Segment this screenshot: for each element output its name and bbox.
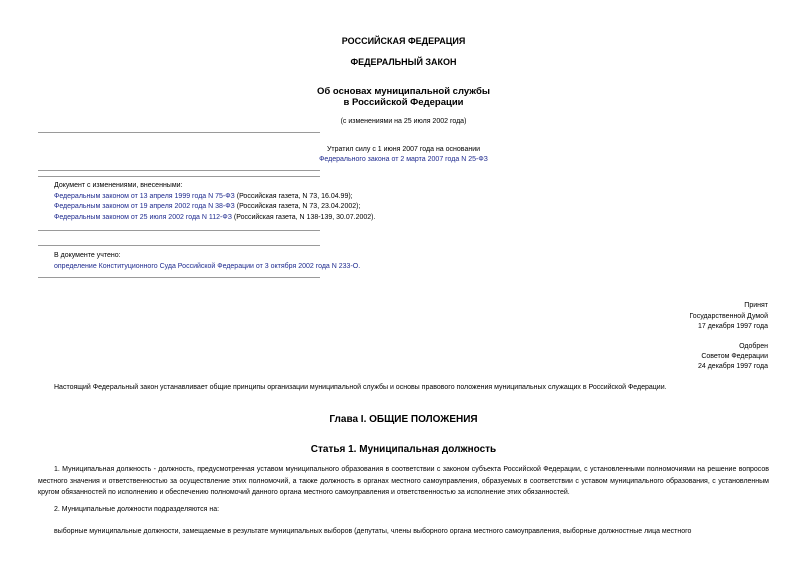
approved-date: 24 декабря 1997 года [697, 363, 768, 370]
divider [38, 170, 320, 171]
intro-paragraph: Настоящий Федеральный закон устанавливает общие принципы организации муниципальной службы и основы правового положения муниципальных служащих в Российской Федерации. [54, 384, 667, 391]
article-title: Статья 1. Муниципальная должность [310, 444, 497, 455]
article-paragraph-2: 2. Муниципальные должности подразделяются на: [54, 506, 220, 513]
approved-label: Одобрен [739, 343, 768, 350]
lost-force-link[interactable]: Федерального закона от 2 марта 2007 года N 25-ФЗ [319, 156, 488, 163]
divider [38, 245, 320, 246]
considered-heading: В документе учтено: [54, 252, 121, 259]
considered-link[interactable]: определение Конституционного Суда Российской Федерации от 3 октября 2002 года N 233-О. [54, 263, 361, 270]
law-title-line2: в Российской Федерации [343, 97, 464, 108]
amendment-item [54, 214, 375, 221]
amendments-heading: Документ с изменениями, внесенными: [54, 182, 183, 189]
divider [38, 132, 320, 133]
amendment-link[interactable]: Федеральным законом от 25 июля 2002 года N 112-ФЗ [54, 214, 232, 221]
accepted-by: Государственной Думой [689, 313, 768, 320]
accepted-date: 17 декабря 1997 года [697, 323, 768, 330]
amendment-item [54, 193, 353, 200]
divider [38, 176, 320, 177]
divider [38, 277, 320, 278]
article-paragraph-3: выборные муниципальные должности, замещаемые в результате муниципальных выборов (депутаты, члены выборного органа местного самоуправления, выборные должностные лица местного [54, 528, 692, 535]
divider [38, 230, 320, 231]
doc-type-heading: ФЕДЕРАЛЬНЫЙ ЗАКОН [350, 57, 457, 67]
law-title-line1: Об основах муниципальной службы [317, 86, 490, 97]
amendment-link[interactable]: Федеральным законом от 13 апреля 1999 года N 75-ФЗ [54, 193, 235, 200]
amendment-source: (Российская газета, N 73, 16.04.99); [234, 193, 353, 200]
amendment-source: (Российская газета, N 138-139, 30.07.2002). [231, 214, 376, 221]
approved-by: Советом Федерации [701, 353, 768, 360]
amendment-source: (Российская газета, N 73, 23.04.2002); [234, 203, 361, 210]
accepted-label: Принят [744, 302, 768, 309]
amended-note: (с изменениями на 25 июля 2002 года) [340, 118, 467, 125]
article-paragraph-1: 1. Муниципальная должность - должность, предусмотренная уставом муниципального образования в соответствии с законом субъекта Российской Федерации, с установленными полномочиями на решение вопросов местного значения и ответственностью за осуществление этих полномочий, а также должность в органах местного самоуправления, образуемых в соответствии с уставом муниципального образования, с установленным кругом обязанностей по исполнению и обеспечению полномочий данного органа местного самоуправления и ответственностью за исполнение этих обязанностей. [38, 466, 769, 496]
amendment-item [54, 203, 360, 210]
chapter-title: Глава I. ОБЩИЕ ПОЛОЖЕНИЯ [329, 414, 478, 425]
country-heading: РОССИЙСКАЯ ФЕДЕРАЦИЯ [341, 36, 466, 46]
amendment-link[interactable]: Федеральным законом от 19 апреля 2002 года N 38-ФЗ [54, 203, 235, 210]
lost-force-text: Утратил силу с 1 июня 2007 года на основании [326, 146, 481, 153]
